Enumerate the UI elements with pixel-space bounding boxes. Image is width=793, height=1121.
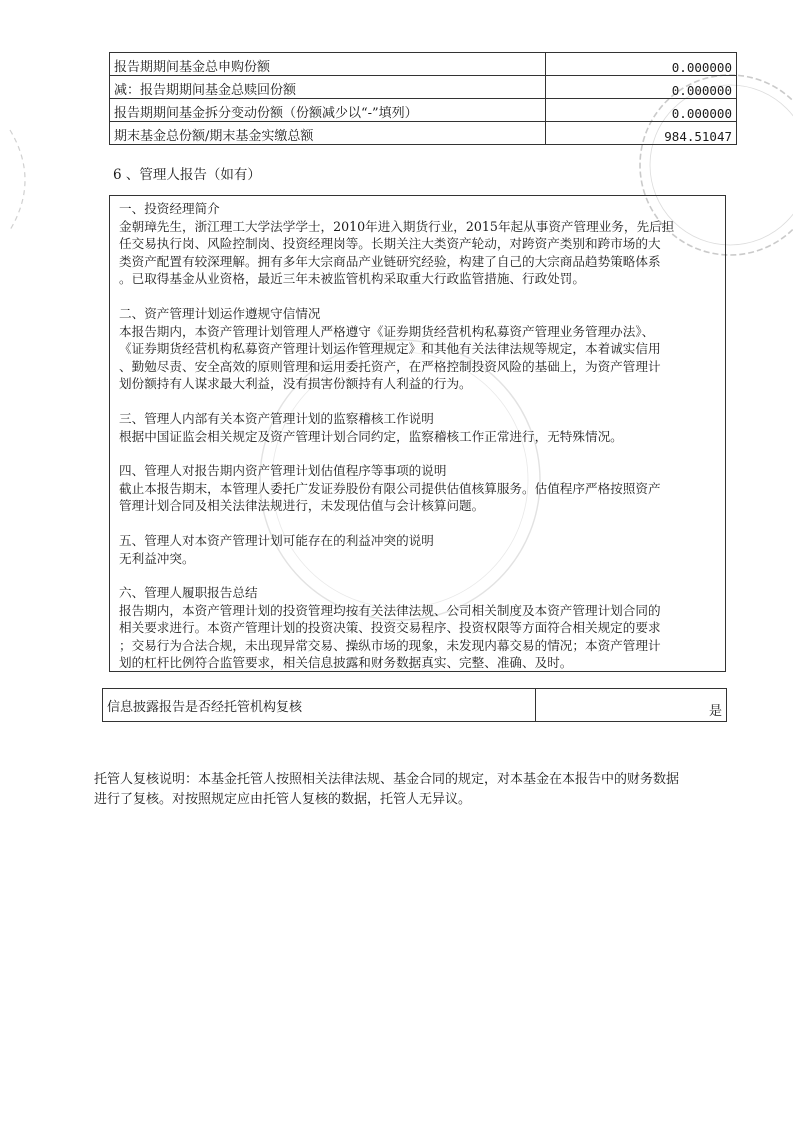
block-line: 报告期内，本资产管理计划的投资管理均按有关法律法规、公司相关制度及本资产管理计划合同的 (119, 602, 661, 618)
block-line: 无利益冲突。 (119, 550, 195, 566)
report-block-summary (119, 584, 719, 672)
report-block-investment-manager (119, 200, 719, 288)
table-row (103, 689, 727, 722)
block-line: 划份额持有人谋求最大利益，没有损害份额持有人利益的行为。 (119, 376, 472, 392)
row-label: 报告期期间基金拆分变动份额（份额减少以“-”填列） (110, 99, 546, 122)
custodian-review-table (102, 688, 727, 722)
table-row (110, 99, 737, 122)
seal-stamp-left (0, 110, 60, 250)
report-block-compliance (119, 305, 719, 393)
block-line: 管理计划合同及相关法律法规进行，未发现估值与会计核算问题。 (119, 498, 485, 514)
row-label: 报告期期间基金总申购份额 (110, 53, 546, 76)
block-heading: 四、管理人对报告期内资产管理计划估值程序等事项的说明 (119, 463, 447, 479)
report-block-audit (119, 410, 719, 445)
section-title: 6 、管理人报告（如有） (113, 167, 261, 183)
note-line: 进行了复核。对按照规定应由托管人复核的数据，托管人无异议。 (94, 791, 472, 807)
block-heading: 二、资产管理计划运作遵规守信情况 (119, 305, 321, 321)
row-value: 0.000000 (546, 99, 737, 122)
row-label: 减：报告期期间基金总赎回份额 (110, 76, 546, 99)
report-block-valuation (119, 462, 719, 515)
block-line: 。已取得基金从业资格，最近三年未被监管机构采取重大行政监管措施、行政处罚。 (119, 271, 585, 287)
block-line: 《证券期货经营机构私募资产管理计划运作管理规定》和其他有关法律法规等规定，本着诚实信用 (119, 341, 661, 357)
report-block-conflict (119, 532, 719, 567)
block-line: 截止本报告期末，本管理人委托广发证券股份有限公司提供估值核算服务。估值程序严格按照资产 (119, 480, 661, 496)
block-line: 划的杠杆比例符合监管要求，相关信息披露和财务数据真实、完整、准确、及时。 (119, 655, 573, 671)
row-value: 0.000000 (546, 53, 737, 76)
block-line: 类资产配置有较深理解。拥有多年大宗商品产业链研究经验，构建了自己的大宗商品趋势策略体系 (119, 253, 661, 269)
share-change-table (109, 52, 737, 145)
row-label: 期末基金总份额/期末基金实缴总额 (110, 122, 546, 145)
row-label: 信息披露报告是否经托管机构复核 (103, 689, 536, 722)
block-heading: 三、管理人内部有关本资产管理计划的监察稽核工作说明 (119, 410, 434, 426)
block-heading: 六、管理人履职报告总结 (119, 585, 258, 601)
block-line: 任交易执行岗、风险控制岗、投资经理岗等。长期关注大类资产轮动，对跨资产类别和跨市场的大 (119, 236, 661, 252)
block-line: 相关要求进行。本资产管理计划的投资决策、投资交易程序、投资权限等方面符合相关规定的要求 (119, 620, 661, 636)
table-row (110, 122, 737, 145)
block-line: 本报告期内，本资产管理计划管理人严格遵守《证券期货经营机构私募资产管理业务管理办法》、 (119, 323, 655, 339)
table-row (110, 76, 737, 99)
block-heading: 五、管理人对本资产管理计划可能存在的利益冲突的说明 (119, 532, 434, 548)
block-line: 根据中国证监会相关规定及资产管理计划合同约定，监察稽核工作正常进行，无特殊情况。 (119, 428, 623, 444)
row-value: 0.000000 (546, 76, 737, 99)
row-value: 是 (536, 689, 727, 722)
note-line: 托管人复核说明：本基金托管人按照相关法律法规、基金合同的规定，对本基金在本报告中的财务数据 (94, 772, 680, 787)
table-row (110, 53, 737, 76)
block-line: 、勤勉尽责、安全高效的原则管理和运用委托资产，在严格控制投资风险的基础上，为资产管理计 (119, 358, 661, 374)
block-heading: 一、投资经理简介 (119, 201, 220, 216)
block-line: 金朝璋先生，浙江理工大学法学学士，2010年进入期货行业，2015年起从事资产管理业务，先后担 (119, 218, 675, 234)
row-value: 984.51047 (546, 122, 737, 145)
block-line: ；交易行为合法合规，未出现异常交易、操纵市场的现象，未发现内幕交易的情况；本资产管理计 (119, 637, 661, 653)
custodian-note (94, 770, 734, 809)
manager-report-box (109, 195, 726, 672)
